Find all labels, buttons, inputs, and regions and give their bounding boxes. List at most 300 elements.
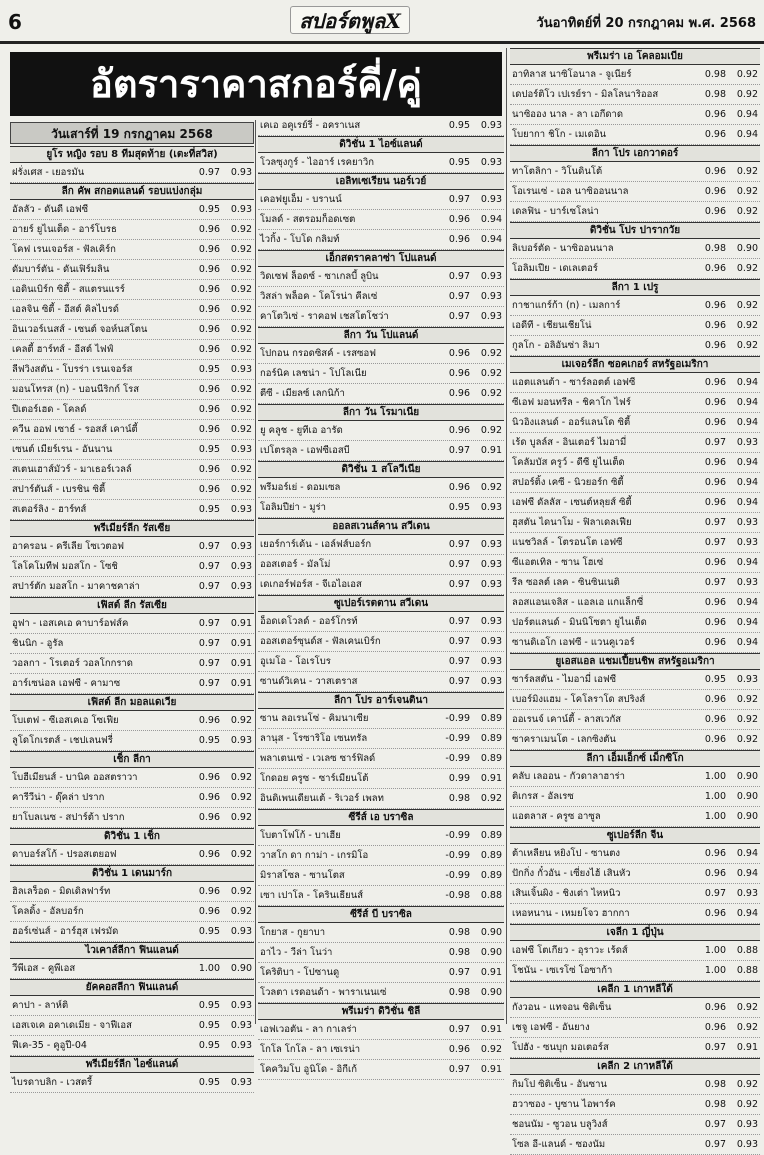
odd-odds: 0.95	[448, 502, 470, 513]
match-name: อัลลัว - ดันดี เอฟซี	[12, 204, 89, 215]
league-heading: ซีรีส์ เอ บราซิล	[258, 809, 504, 826]
even-odds: 0.93	[230, 1077, 252, 1088]
match-name: โวลตา เรดอนด้า - พาราเนนเซ่	[260, 987, 387, 998]
match-name: ฮวาซอง - บูซาน ไอพาร์ค	[512, 1099, 616, 1110]
match-name: แอตแลนต้า - ซาร์ลอตต์ เอฟซี	[512, 377, 636, 388]
odds-row	[10, 845, 254, 865]
odd-odds: 0.95	[198, 364, 220, 375]
odds-row	[258, 344, 504, 364]
odd-odds: 0.96	[448, 234, 470, 245]
odds-row	[10, 996, 254, 1016]
league-heading: ลีกา เอ็มเอ็กซ์ เม็กซิโก	[510, 750, 760, 767]
league-heading: ดิวิชั่น 1 เช็ก	[10, 828, 254, 845]
match-name: โบเตฟ - ซีเอสเคเอ โซเฟีย	[12, 715, 119, 726]
even-odds: 0.90	[736, 811, 758, 822]
odd-odds: 0.97	[448, 579, 470, 590]
odds-row	[258, 421, 504, 441]
odds-row	[258, 866, 504, 886]
even-odds: 0.93	[736, 517, 758, 528]
odd-odds: 0.96	[198, 906, 220, 917]
match-name: ทาโตลิกา - วิโนดินโต้	[512, 166, 603, 177]
match-name: ยาโบลเนซ - สปาร์ต้า ปราก	[12, 812, 125, 823]
even-odds: 0.93	[480, 157, 502, 168]
column-divider	[255, 120, 256, 1024]
odds-row	[258, 672, 504, 692]
match-name: อินดิเพนเดียนเต้ - ริเวอร์ เพลท	[260, 793, 384, 804]
odds-column-2	[258, 116, 504, 1080]
even-odds: 0.92	[736, 263, 758, 274]
even-odds: 0.92	[230, 344, 252, 355]
even-odds: 0.92	[230, 324, 252, 335]
odd-odds: 0.97	[448, 967, 470, 978]
odd-odds: -0.99	[445, 850, 470, 861]
odds-row	[510, 105, 760, 125]
even-odds: 0.93	[480, 579, 502, 590]
even-odds: 0.92	[736, 340, 758, 351]
odd-odds: 0.97	[704, 537, 726, 548]
league-heading: ซูเปอร์เรตตาน สวีเดน	[258, 595, 504, 612]
odd-odds: 0.97	[198, 638, 220, 649]
match-name: ชินนิก - อูรัล	[12, 638, 64, 649]
even-odds: 0.89	[480, 850, 502, 861]
odd-odds: 0.96	[704, 417, 726, 428]
odd-odds: 0.98	[704, 89, 726, 100]
odds-row	[510, 393, 760, 413]
odds-row	[10, 959, 254, 979]
even-odds: 0.94	[736, 457, 758, 468]
match-name: เปโตรลุล - เอฟซีเอสบี	[260, 445, 350, 456]
match-name: อายร์ ยูไนเต็ด - อาร์โบรธ	[12, 224, 117, 235]
match-name: ปอร์ตแลนด์ - มินนิโซตา ยูไนเต็ด	[512, 617, 647, 628]
odds-row	[258, 826, 504, 846]
odds-row	[10, 674, 254, 694]
odds-row	[10, 260, 254, 280]
odds-row	[10, 614, 254, 634]
even-odds: 0.89	[480, 713, 502, 724]
odd-odds: 0.96	[198, 224, 220, 235]
match-name: โชนัน - เซเรโซ่ โอซาก้า	[512, 965, 613, 976]
odds-row	[10, 460, 254, 480]
odd-odds: 0.97	[198, 618, 220, 629]
odd-odds: 0.96	[704, 340, 726, 351]
even-odds: 0.94	[736, 417, 758, 428]
odds-row	[10, 768, 254, 788]
odd-odds: 0.97	[448, 445, 470, 456]
odds-row	[510, 336, 760, 356]
even-odds: 0.90	[480, 927, 502, 938]
league-heading: พรีเมียร์ลีก รัสเซีย	[10, 520, 254, 537]
match-name: เซา เปาโล - โครินเธียนส์	[260, 890, 364, 901]
match-name: คาโตวิเซ่ - ราคอฟ เชสโตโชว่า	[260, 311, 389, 322]
match-name: มอนโทรส (n) - บอนนีริกก์ โรส	[12, 384, 140, 395]
league-heading: ไวเคาส์ลีกา ฟินแลนด์	[10, 942, 254, 959]
match-name: ลูโดโกเรตส์ - เชปเลนฟรี่	[12, 735, 113, 746]
odds-row	[510, 1135, 760, 1155]
match-name: ต้าเหลียน หยิงโป - ซานตง	[512, 848, 621, 859]
odds-row	[510, 553, 760, 573]
match-name: คลับ เลออน - กัวดาลาฮาร่า	[512, 771, 625, 782]
odds-row	[10, 360, 254, 380]
even-odds: 0.94	[736, 129, 758, 140]
odds-row	[258, 384, 504, 404]
match-name: เอดินเบิร์ก ซิตี้ - สแตรนแรร์	[12, 284, 125, 295]
odd-odds: 0.97	[448, 676, 470, 687]
match-name: ซานดิเอโก เอฟซี - แวนคูเวอร์	[512, 637, 635, 648]
odds-row	[258, 749, 504, 769]
odd-odds: 0.96	[704, 848, 726, 859]
league-heading: ลีกา วัน โปแลนด์	[258, 327, 504, 344]
match-name: โคริติบา - โปซานดู	[260, 967, 340, 978]
match-name: อาร์เซน่อล เอฟซี - คามาซ	[12, 678, 121, 689]
even-odds: 0.88	[480, 890, 502, 901]
even-odds: 0.92	[230, 244, 252, 255]
match-name: กูลโก - อลิอันซ่า ลิมา	[512, 340, 600, 351]
even-odds: 0.91	[480, 1064, 502, 1075]
odds-row	[510, 961, 760, 981]
odds-row	[258, 116, 504, 136]
even-odds: 0.88	[736, 965, 758, 976]
odds-row	[510, 182, 760, 202]
odds-row	[258, 652, 504, 672]
odds-row	[10, 634, 254, 654]
odd-odds: 0.97	[198, 561, 220, 572]
even-odds: 0.94	[736, 377, 758, 388]
match-name: ฮุสตัน ไดนาโม - ฟิลาเดลเฟีย	[512, 517, 632, 528]
match-name: อ็อดเดโวลด์ - ออร์โกรท์	[260, 616, 358, 627]
match-name: กอร์นิค เลชน่า - โปโลเนีย	[260, 368, 367, 379]
odds-column-3	[510, 48, 760, 1155]
odd-odds: 0.96	[198, 304, 220, 315]
match-name: เอฟซี โตเกียว - อุราวะ เร้ดส์	[512, 945, 628, 956]
odd-odds: 0.96	[448, 482, 470, 493]
match-name: พรีมอร์เย่ - ดอมเซล	[260, 482, 341, 493]
odds-row	[510, 1018, 760, 1038]
odds-row	[510, 473, 760, 493]
odds-row	[10, 557, 254, 577]
odd-odds: 0.97	[704, 1139, 726, 1150]
odd-odds: 0.97	[198, 541, 220, 552]
match-name: สปาร์ตันส์ - เบรชิน ซิตี้	[12, 484, 106, 495]
match-name: ซาน ลอเรนโซ่ - คิมนาเซีย	[260, 713, 369, 724]
even-odds: 0.91	[480, 445, 502, 456]
even-odds: 0.92	[480, 388, 502, 399]
even-odds: 0.93	[736, 537, 758, 548]
match-name: ฮอร์เซ่นส์ - อาร์ฮุส เฟรมัด	[12, 926, 119, 937]
match-name: เดปอร์ติโว เปเรย์รา - มิลโลนาริออส	[512, 89, 659, 100]
match-name: โปกอน กรอดซิสค์ - เรสซอฟ	[260, 348, 376, 359]
match-name: ปักกิ่ง กั๋วอัน - เซี่ยงไฮ้ เสินหัว	[512, 868, 631, 879]
odd-odds: 1.00	[704, 791, 726, 802]
match-name: วาสโก ดา กาม่า - เกรมิโอ	[260, 850, 369, 861]
match-name: กังวอน - แทจอน ซิติเซ็น	[512, 1002, 612, 1013]
even-odds: 0.93	[230, 1000, 252, 1011]
even-odds: 0.93	[480, 676, 502, 687]
even-odds: 0.93	[736, 437, 758, 448]
match-name: รีล ซอลต์ เลค - ซินซินเนติ	[512, 577, 620, 588]
odds-row	[10, 400, 254, 420]
odd-odds: 0.96	[198, 264, 220, 275]
league-heading: ดิวิชั่น 1 สโลวีเนีย	[258, 461, 504, 478]
league-heading: เฟิสต์ ลีก มอลแดเวีย	[10, 694, 254, 711]
odd-odds: 0.98	[448, 927, 470, 938]
even-odds: 0.90	[736, 791, 758, 802]
even-odds: 0.92	[230, 424, 252, 435]
match-name: แอตลาส - ครูซ อาซูล	[512, 811, 601, 822]
match-name: โกโล โกโล - ลา เซเรน่า	[260, 1044, 361, 1055]
odd-odds: 0.96	[704, 637, 726, 648]
odd-odds: 0.97	[448, 656, 470, 667]
even-odds: 0.92	[736, 714, 758, 725]
match-name: ซีแอตเทิล - ซาน โฮเซ่	[512, 557, 604, 568]
match-name: กาชาแกร์ก้า (n) - เมลการ์	[512, 300, 621, 311]
match-name: ไบรดาบลิก - เวสตรี้	[12, 1077, 93, 1088]
odd-odds: 0.96	[448, 368, 470, 379]
even-odds: 0.92	[230, 224, 252, 235]
odds-list	[10, 146, 254, 1093]
match-name: ออเรนจ์ เคาน์ตี้ - ลาสเวกัส	[512, 714, 621, 725]
even-odds: 0.94	[736, 848, 758, 859]
odd-odds: 0.96	[704, 868, 726, 879]
match-name: เอสเจเค อคาเดเมีย - จาฟีเอส	[12, 1020, 132, 1031]
match-name: คาปา - ลาห์ติ	[12, 1000, 69, 1011]
match-name: ตีซี - เมียลซ์ เลกนิก้า	[260, 388, 345, 399]
odds-row	[258, 575, 504, 595]
league-heading: ลีกา โปร เอกวาดอร์	[510, 145, 760, 162]
match-name: โบฮีเมียนส์ - บานิค ออสตราวา	[12, 772, 138, 783]
match-name: โวลซุงกูร์ - ไออาร์ เรคยาวิก	[260, 157, 375, 168]
odd-odds: 0.96	[198, 812, 220, 823]
match-name: โบตาโฟโก้ - บาเฮีย	[260, 830, 341, 841]
even-odds: 0.93	[736, 1119, 758, 1130]
league-heading: พรีเมร่า เอ โคลอมเบีย	[510, 48, 760, 65]
match-name: เคอฟยูเอ็ม - บรานน์	[260, 194, 342, 205]
odds-row	[10, 902, 254, 922]
match-name: ฝรั่งเศส - เยอรมัน	[12, 167, 85, 178]
odd-odds: 0.96	[704, 477, 726, 488]
even-odds: 0.92	[480, 368, 502, 379]
odds-row	[510, 162, 760, 182]
odds-row	[10, 340, 254, 360]
even-odds: 0.90	[230, 963, 252, 974]
even-odds: 0.92	[230, 404, 252, 415]
odd-odds: -0.99	[445, 830, 470, 841]
even-odds: 0.89	[480, 753, 502, 764]
odd-odds: 0.98	[448, 987, 470, 998]
match-name: เชจู เอฟซี - อันยาง	[512, 1022, 590, 1033]
even-odds: 0.94	[480, 214, 502, 225]
even-odds: 0.91	[230, 618, 252, 629]
even-odds: 0.92	[480, 482, 502, 493]
odd-odds: 0.97	[448, 559, 470, 570]
match-name: วีพีเอส - คูพีเอส	[12, 963, 76, 974]
odds-row	[10, 882, 254, 902]
league-heading: ซูเปอร์ลีก จีน	[510, 827, 760, 844]
even-odds: 0.93	[736, 1139, 758, 1150]
odd-odds: 0.96	[704, 908, 726, 919]
odds-row	[10, 163, 254, 183]
odds-row	[10, 711, 254, 731]
odd-odds: 0.96	[704, 597, 726, 608]
match-name: ฟีเค-35 - คูอูปี-04	[12, 1040, 87, 1051]
match-name: วิดเซฟ ล็อดซ์ - ซาเกลบี้ ลูบิน	[260, 271, 379, 282]
odds-row	[510, 373, 760, 393]
odds-row	[258, 153, 504, 173]
odd-odds: 0.96	[198, 886, 220, 897]
match-name: โคลดิ้ง - อัลบอร์ก	[12, 906, 84, 917]
odd-odds: 0.97	[448, 616, 470, 627]
odd-odds: 1.00	[704, 965, 726, 976]
even-odds: 0.94	[736, 597, 758, 608]
match-name: ไวกิ้ง - โบโด กลิมท์	[260, 234, 340, 245]
odds-row	[10, 537, 254, 557]
odd-odds: 0.98	[704, 1079, 726, 1090]
match-name: อาไว - วีล่า โนว่า	[260, 947, 333, 958]
odds-row	[510, 259, 760, 279]
match-name: โคควิมโบ อูนิโด - อิกีเก้	[260, 1064, 357, 1075]
odd-odds: 0.95	[198, 1040, 220, 1051]
odd-odds: 0.96	[704, 734, 726, 745]
match-name: โอเรนเซ่ - เอล นาซิออนนาล	[512, 186, 629, 197]
odd-odds: 0.95	[198, 926, 220, 937]
match-name: คารีวีน่า - ดุ๊คล่า ปราก	[12, 792, 105, 803]
match-name: โกดอย ครูซ - ซาร์เมียนโต้	[260, 773, 369, 784]
odd-odds: 0.96	[198, 404, 220, 415]
even-odds: 0.92	[230, 792, 252, 803]
even-odds: 0.92	[230, 772, 252, 783]
odd-odds: 0.96	[704, 1002, 726, 1013]
match-name: โซล อี-แลนด์ - ซองนัม	[512, 1139, 606, 1150]
even-odds: 0.93	[230, 926, 252, 937]
match-name: เอฟซี ดัลลัส - เซนต์หลุยส์ ซิตี้	[512, 497, 632, 508]
even-odds: 0.94	[736, 497, 758, 508]
odds-row	[258, 923, 504, 943]
odds-row	[510, 767, 760, 787]
newspaper-header	[0, 0, 764, 44]
match-name: เคเอ อคูเรย์รี่ - อคราเนส	[260, 120, 361, 131]
match-name: โมลด์ - สตรอมก็อดเซต	[260, 214, 356, 225]
odd-odds: 0.97	[704, 888, 726, 899]
odds-row	[10, 788, 254, 808]
odd-odds: 0.96	[704, 557, 726, 568]
even-odds: 0.92	[230, 886, 252, 897]
odd-odds: 0.98	[448, 947, 470, 958]
odd-odds: 0.95	[198, 735, 220, 746]
odd-odds: 1.00	[704, 811, 726, 822]
odd-odds: 0.97	[198, 167, 220, 178]
odd-odds: 0.96	[198, 464, 220, 475]
match-name: เสินเจิ้นผิง - ชิงเต่า ไหหนิว	[512, 888, 621, 899]
match-name: ปีเตอร์เฮด - โคลด์	[12, 404, 87, 415]
match-name: เหอหนาน - เหมยโจว ฮากกา	[512, 908, 630, 919]
odds-row	[10, 500, 254, 520]
odds-row	[510, 533, 760, 553]
match-name: เร้ด บูลล์ส - อินเตอร์ ไมอามี่	[512, 437, 627, 448]
odd-odds: 0.96	[704, 497, 726, 508]
match-name: สปาร์ตัก มอสโก - มาคาชคาล่า	[12, 581, 140, 592]
odds-row	[10, 420, 254, 440]
even-odds: 0.93	[230, 581, 252, 592]
odds-row	[510, 613, 760, 633]
odds-row	[258, 709, 504, 729]
odds-row	[10, 380, 254, 400]
odds-row	[510, 884, 760, 904]
match-name: โปฮัง - ซนบุก มอเตอร์ส	[512, 1042, 609, 1053]
odd-odds: 0.96	[704, 714, 726, 725]
odds-row	[10, 240, 254, 260]
odd-odds: 0.95	[198, 504, 220, 515]
odd-odds: 0.96	[198, 384, 220, 395]
odd-odds: 0.95	[198, 444, 220, 455]
even-odds: 0.92	[736, 1099, 758, 1110]
odds-row	[258, 307, 504, 327]
even-odds: 0.93	[230, 1020, 252, 1031]
odd-odds: 0.96	[704, 1022, 726, 1033]
odd-odds: 0.96	[198, 284, 220, 295]
match-name: เซนต์ เมียร์เรน - อันนาน	[12, 444, 113, 455]
odd-odds: 0.96	[704, 166, 726, 177]
even-odds: 0.92	[230, 849, 252, 860]
odds-row	[258, 632, 504, 652]
odd-odds: 0.97	[198, 658, 220, 669]
odds-row	[258, 535, 504, 555]
odds-row	[510, 125, 760, 145]
odds-row	[510, 807, 760, 827]
match-name: วิสล่า พล็อค - โคโรน่า คีลเซ่	[260, 291, 378, 302]
even-odds: 0.91	[480, 1024, 502, 1035]
even-odds: 0.93	[230, 504, 252, 515]
odd-odds: 0.95	[448, 157, 470, 168]
odds-row	[258, 287, 504, 307]
odds-row	[258, 1060, 504, 1080]
even-odds: 0.94	[736, 868, 758, 879]
match-name: ออสเตอร์ซุนด์ส - ฟัลเคนเบิร์ก	[260, 636, 381, 647]
match-name: โอลิมปีย่า - มูร่า	[260, 502, 326, 513]
odds-row	[510, 787, 760, 807]
even-odds: 0.93	[736, 674, 758, 685]
even-odds: 0.92	[736, 1002, 758, 1013]
match-name: โคลัมบัส ครูว์ - ดีซี ยูไนเต็ด	[512, 457, 625, 468]
odd-odds: -0.99	[445, 733, 470, 744]
column-divider	[506, 48, 507, 1024]
even-odds: 0.91	[230, 638, 252, 649]
even-odds: 0.93	[230, 444, 252, 455]
odd-odds: 0.95	[198, 204, 220, 215]
newspaper-logo: สปอร์ตพูลX	[290, 6, 410, 34]
even-odds: 0.93	[480, 502, 502, 513]
odd-odds: 0.97	[448, 1024, 470, 1035]
odds-row	[510, 453, 760, 473]
odds-row	[510, 690, 760, 710]
odd-odds: 0.97	[448, 311, 470, 322]
even-odds: 0.92	[230, 906, 252, 917]
match-name: อูเมโอ - โอเรโบร	[260, 656, 331, 667]
even-odds: 0.91	[480, 773, 502, 784]
match-name: พลาเตนเซ่ - เวเลซ ซาร์ฟิลด์	[260, 753, 376, 764]
league-heading: เคลีก 1 เกาหลีใต้	[510, 981, 760, 998]
even-odds: 0.91	[480, 967, 502, 978]
odd-odds: 0.96	[704, 129, 726, 140]
odd-odds: 0.97	[704, 1119, 726, 1130]
league-heading: เมเจอร์ลีก ซอคเกอร์ สหรัฐอเมริกา	[510, 356, 760, 373]
even-odds: 0.93	[480, 291, 502, 302]
match-name: วอลกา - โรเตอร์ วอลโกกราด	[12, 658, 133, 669]
odd-odds: 0.96	[704, 300, 726, 311]
match-name: ลิเบอร์ตัด - นาซิออนนาล	[512, 243, 614, 254]
even-odds: 0.90	[480, 987, 502, 998]
odd-odds: 1.00	[704, 945, 726, 956]
odds-row	[510, 65, 760, 85]
even-odds: 0.92	[736, 320, 758, 331]
